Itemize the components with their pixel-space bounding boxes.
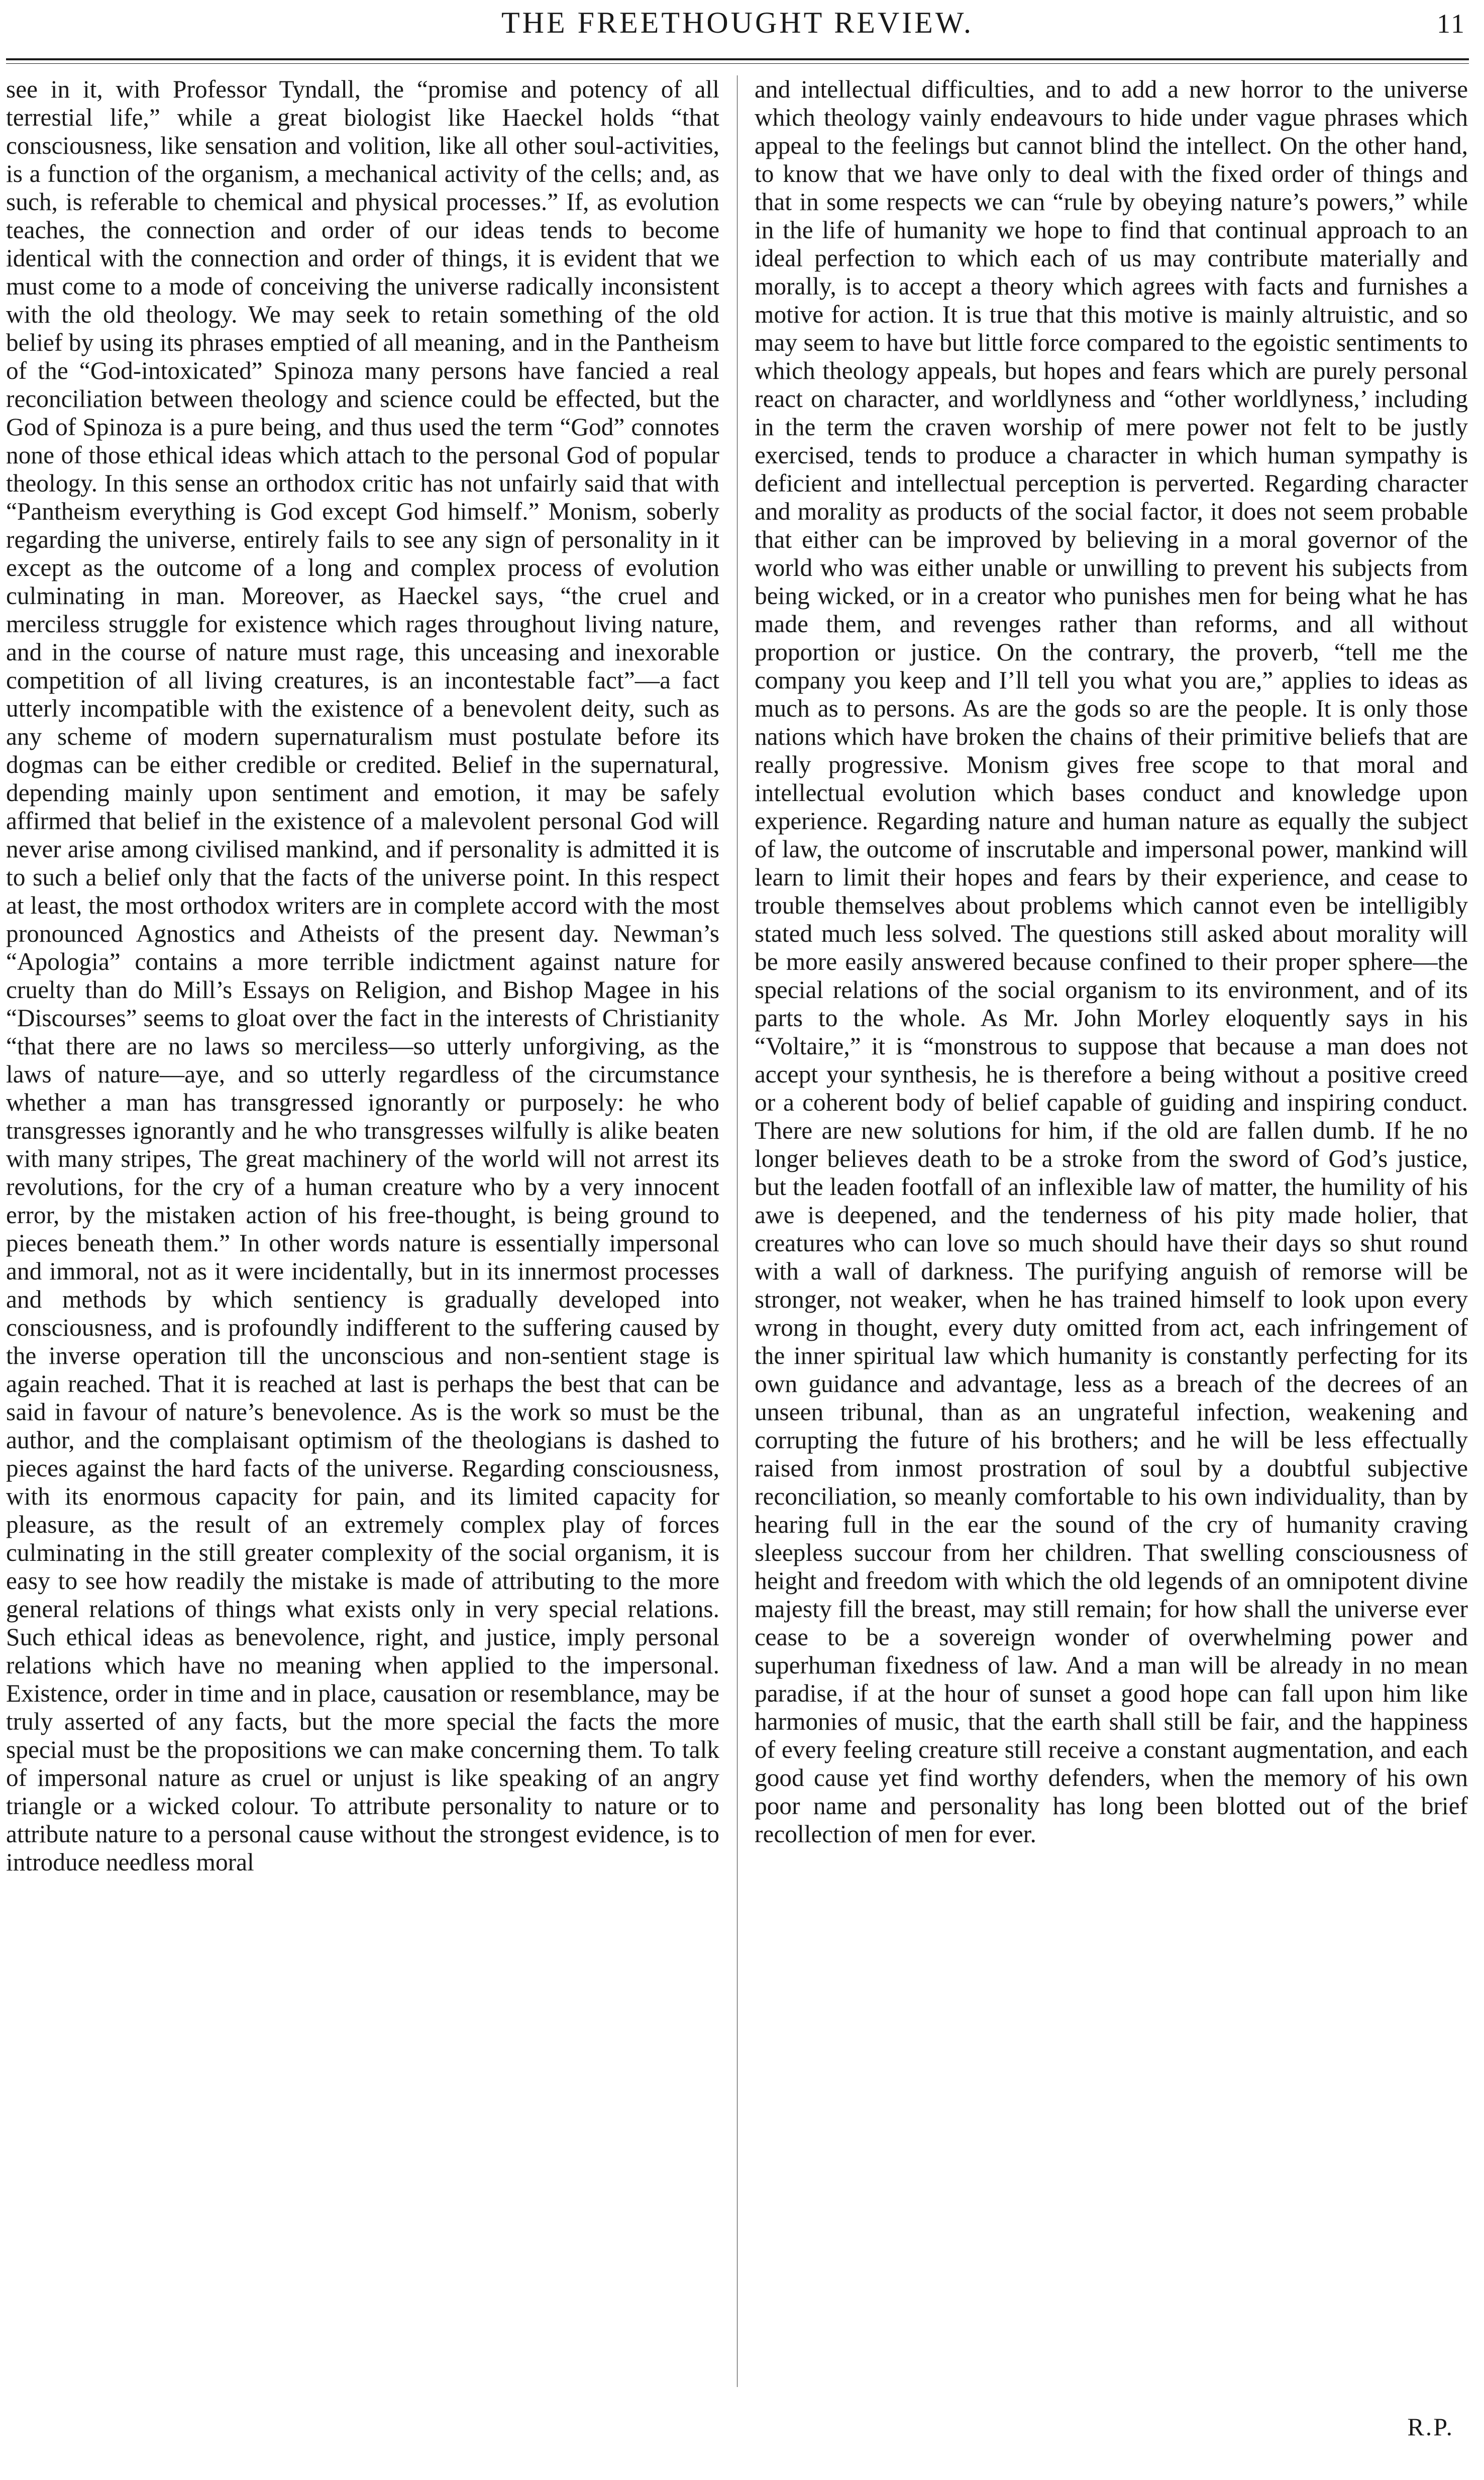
right-column-text: and intellectual difficulties, and to add a new horror to the universe which theology vainly endeavours to hide under vague phrases which appeal to the feelings but cannot blind the intellect. On the other hand, to know that we have only to deal with the fixed order of things and that in some respects we can “rule by obeying nature’s powers,” while in the life of humanity we hope to find that continual approach to an ideal perfection to which each of us may contribute materially and morally, is to accept a theory which agrees with facts and furnishes a motive for action. It is true that this motive is mainly altruistic, and so may seem to have but little force compared to the egoistic sentiments to which theology appeals, but hopes and fears which are purely personal react on character, and worldlyness and “other worldlyness,’ including in the term the craven worship of mere power not felt to be justly exercised, tends to produce a character in which human sympathy is deficient and intellectual perception is perverted. Regarding character and morality as products of the social factor, it does not seem probable that either can be improved by believing in a moral governor of the world who was either unable or unwilling to prevent his subjects from being wicked, or in a creator who punishes men for being what he has made them, and revenges rather than reforms, and all without proportion or justice. On the contrary, the proverb, “tell me the company you keep and I’ll tell you what you are,” applies to ideas as much as to persons. As are the gods so are the people. It is only those nations which have broken the chains of their primitive beliefs that are really progressive. Monism gives free scope to that moral and intellectual evolution which bases conduct and knowledge upon experience. Regarding nature and human nature as equally the subject of law, the outcome of inscrutable and impersonal power, mankind will learn to limit their hopes and fears by their experience, and cease to trouble themselves about problems which cannot even be intelligibly stated much less solved. The questions still asked about morality will be more easily answered because confined to their proper sphere—the special relations of the social organism to its environment, and of its parts to the whole. As Mr. John Morley eloquently says in his “Voltaire,” it is “monstrous to suppose that because a man does not accept your synthesis, he is therefore a being without a positive creed or a coherent body of belief capable of guiding and inspiring conduct. There are new solutions for him, if the old are fallen dumb. If he no longer believes death to be a stroke from the sword of God’s justice, but the leaden footfall of an inflexible law of matter, the humility of his awe is deepened, and the tenderness of his pity made holier, that creatures who can love so much should have their days so shut round with a wall of darkness. The purifying anguish of remorse will be stronger, not weaker, when he has trained himself to look upon every wrong in thought, every duty omitted from act, each infringement of the inner spiritual law which humanity is constantly perfecting for its own guidance and advantage, less as a breach of the decrees of an unseen tribunal, than as an ungrateful infection, weakening and corrupting the future of his brothers; and he will be less effectually raised from inmost prostration of soul by a doubtful subjective reconciliation, so meanly comfortable to his own individuality, than by hearing full in the ear the sound of the cry of humanity craving sleepless succour from her children. That swelling consciousness of height and freedom with which the old legends of an omnipotent divine majesty fill the breast, may still remain; for how shall the universe ever cease to be a sovereign wonder of overwhelming power and superhuman fixedness of law. And a man will be already in no mean paradise, if at the hour of sunset a good hope can fall upon him like harmonies of music, that the earth shall still be fair, and the happiness of every feeling creature still receive a constant augmentation, and each good cause yet find worthy defenders, when the memory of his own poor name and personality has long been blotted out of the brief recollection of men for ever. <box>755 75 1468 1848</box>
journal-title: THE FREETHOUGHT REVIEW. <box>501 6 974 39</box>
right-column <box>755 75 1468 2387</box>
author-signature: R.P. <box>1407 2413 1454 2441</box>
left-column-text: see in it, with Professor Tyndall, the “promise and potency of all terrestial life,” while a great biologist like Haeckel holds “that consciousness, like sensation and volition, like all other soul-activities, is a function of the organism, a mechanical activity of the cells; and, as such, is referable to chemical and physical processes.” If, as evolution teaches, the connection and order of our ideas tends to become identical with the connection and order of things, it is evident that we must come to a mode of conceiving the universe radically inconsistent with the old theology. We may seek to retain something of the old belief by using its phrases emptied of all meaning, and in the Pantheism of the “God-intoxicated” Spinoza many persons have fancied a real reconciliation between theology and science could be effected, but the God of Spinoza is a pure being, and thus used the term “God” connotes none of those ethical ideas which attach to the personal God of popular theology. In this sense an orthodox critic has not unfairly said that with “Pantheism everything is God except God himself.” Monism, soberly regarding the universe, entirely fails to see any sign of personality in it except as the outcome of a long and complex process of evolution culminating in man. Moreover, as Haeckel says, “the cruel and merciless struggle for existence which rages throughout living nature, and in the course of nature must rage, this unceasing and inexorable competition of all living creatures, is an incontestable fact”—a fact utterly incompatible with the existence of a benevolent deity, such as any scheme of modern supernaturalism must postulate before its dogmas can be either credible or credited. Belief in the supernatural, depending mainly upon sentiment and emotion, it may be safely affirmed that belief in the existence of a malevolent personal God will never arise among civilised mankind, and if personality is admitted it is to such a belief only that the facts of the universe point. In this respect at least, the most orthodox writers are in complete accord with the most pronounced Agnostics and Atheists of the present day. Newman’s “Apologia” contains a more terrible indictment against nature for cruelty than do Mill’s Essays on Religion, and Bishop Magee in his “Discourses” seems to gloat over the fact in the interests of Christianity “that there are no laws so merciless—so utterly unforgiving, as the laws of nature—aye, and so utterly regardless of the circumstance whether a man has transgressed ignorantly or purposely: he who transgresses ignorantly and he who transgresses wilfully is alike beaten with many stripes, The great machinery of the world will not arrest its revolutions, for the cry of a human creature who by a very innocent error, by the mistaken action of his free-thought, is being ground to pieces beneath them.” In other words nature is essentially impersonal and immoral, not as it were incidentally, but in its innermost processes and methods by which sentiency is gradually developed into consciousness, and is profoundly indifferent to the suffering caused by the inverse operation till the unconscious and non-sentient stage is again reached. That it is reached at last is perhaps the best that can be said in favour of nature’s benevolence. As is the work so must be the author, and the complaisant optimism of the theologians is dashed to pieces against the hard facts of the universe. Regarding consciousness, with its enormous capacity for pain, and its limited capacity for pleasure, as the result of an extremely complex play of forces culminating in the still greater complexity of the social organism, it is easy to see how readily the mistake is made of attributing to the more general relations of things what exists only in very special relations. Such ethical ideas as benevolence, right, and justice, imply personal relations which have no meaning when applied to the impersonal. Existence, order in time and in place, causation or resemblance, may be truly asserted of any facts, but the more special the facts the more special must be the propositions we can make concerning them. To talk of impersonal nature as cruel or unjust is like speaking of an angry triangle or a wicked colour. To attribute personality to nature or to attribute nature to a personal cause without the strongest evidence, is to introduce needless moral <box>6 75 719 1876</box>
header-rule <box>6 58 1469 64</box>
article-body <box>6 75 1469 2387</box>
page-number: 11 <box>1437 9 1466 39</box>
left-column <box>6 75 719 2387</box>
masthead <box>6 3 1469 55</box>
